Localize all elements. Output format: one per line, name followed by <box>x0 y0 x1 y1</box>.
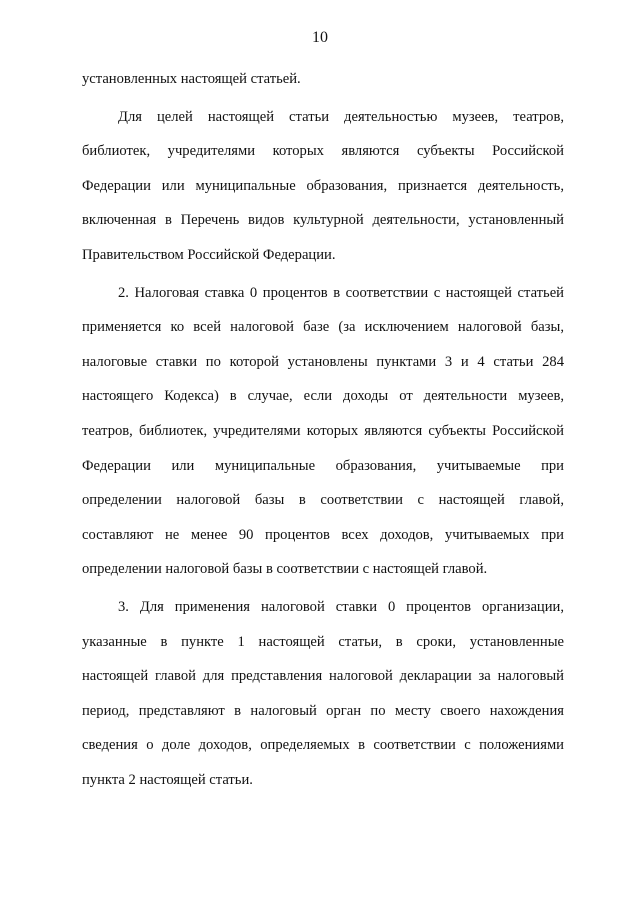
paragraph-definition <box>82 100 564 273</box>
text-line: определении налоговой базы в соответствии с настоящей главой. <box>82 561 488 578</box>
text-line: настоящего Кодекса) в случае, если доходы от деятельности музеев, <box>82 388 564 405</box>
text-line: настоящей главой для представления налоговой декларации за налоговый <box>82 668 564 685</box>
text-line: Для целей настоящей статьи деятельностью музеев, театров, <box>118 108 564 125</box>
text-line: Федерации или муниципальные образования, учитываемые при <box>82 457 564 474</box>
text-line: составляют не менее 90 процентов всех доходов, учитываемых при <box>82 526 564 543</box>
text-line: включенная в Перечень видов культурной деятельности, установленный <box>82 212 564 229</box>
text-line: пункта 2 настоящей статьи. <box>82 771 253 788</box>
text-line: установленных настоящей статьей. <box>82 71 301 87</box>
page-number: 10 <box>312 29 328 46</box>
document-body <box>82 62 564 797</box>
paragraph-clause-2 <box>82 276 564 587</box>
text-line: налоговые ставки по которой установлены пунктами 3 и 4 статьи 284 <box>82 353 564 370</box>
text-line: определении налоговой базы в соответствии с настоящей главой, <box>82 492 564 509</box>
text-line: Федерации или муниципальные образования, признается деятельность, <box>82 177 564 194</box>
text-line: 3. Для применения налоговой ставки 0 процентов организации, <box>118 598 564 615</box>
text-line: Правительством Российской Федерации. <box>82 246 336 263</box>
text-line: период, представляют в налоговый орган по месту своего нахождения <box>82 702 564 719</box>
text-line: указанные в пункте 1 настоящей статьи, в сроки, установленные <box>82 633 564 650</box>
paragraph-clause-3 <box>82 590 564 798</box>
text-line: библиотек, учредителями которых являются субъекты Российской <box>82 143 564 160</box>
text-line: применяется ко всей налоговой базе (за исключением налоговой базы, <box>82 319 564 336</box>
text-line: сведения о доле доходов, определяемых в соответствии с положениями <box>82 737 564 754</box>
text-line: театров, библиотек, учредителями которых являются субъекты Российской <box>82 422 564 439</box>
text-line: 2. Налоговая ставка 0 процентов в соответствии с настоящей статьей <box>118 284 564 301</box>
paragraph-continuation <box>82 62 564 97</box>
